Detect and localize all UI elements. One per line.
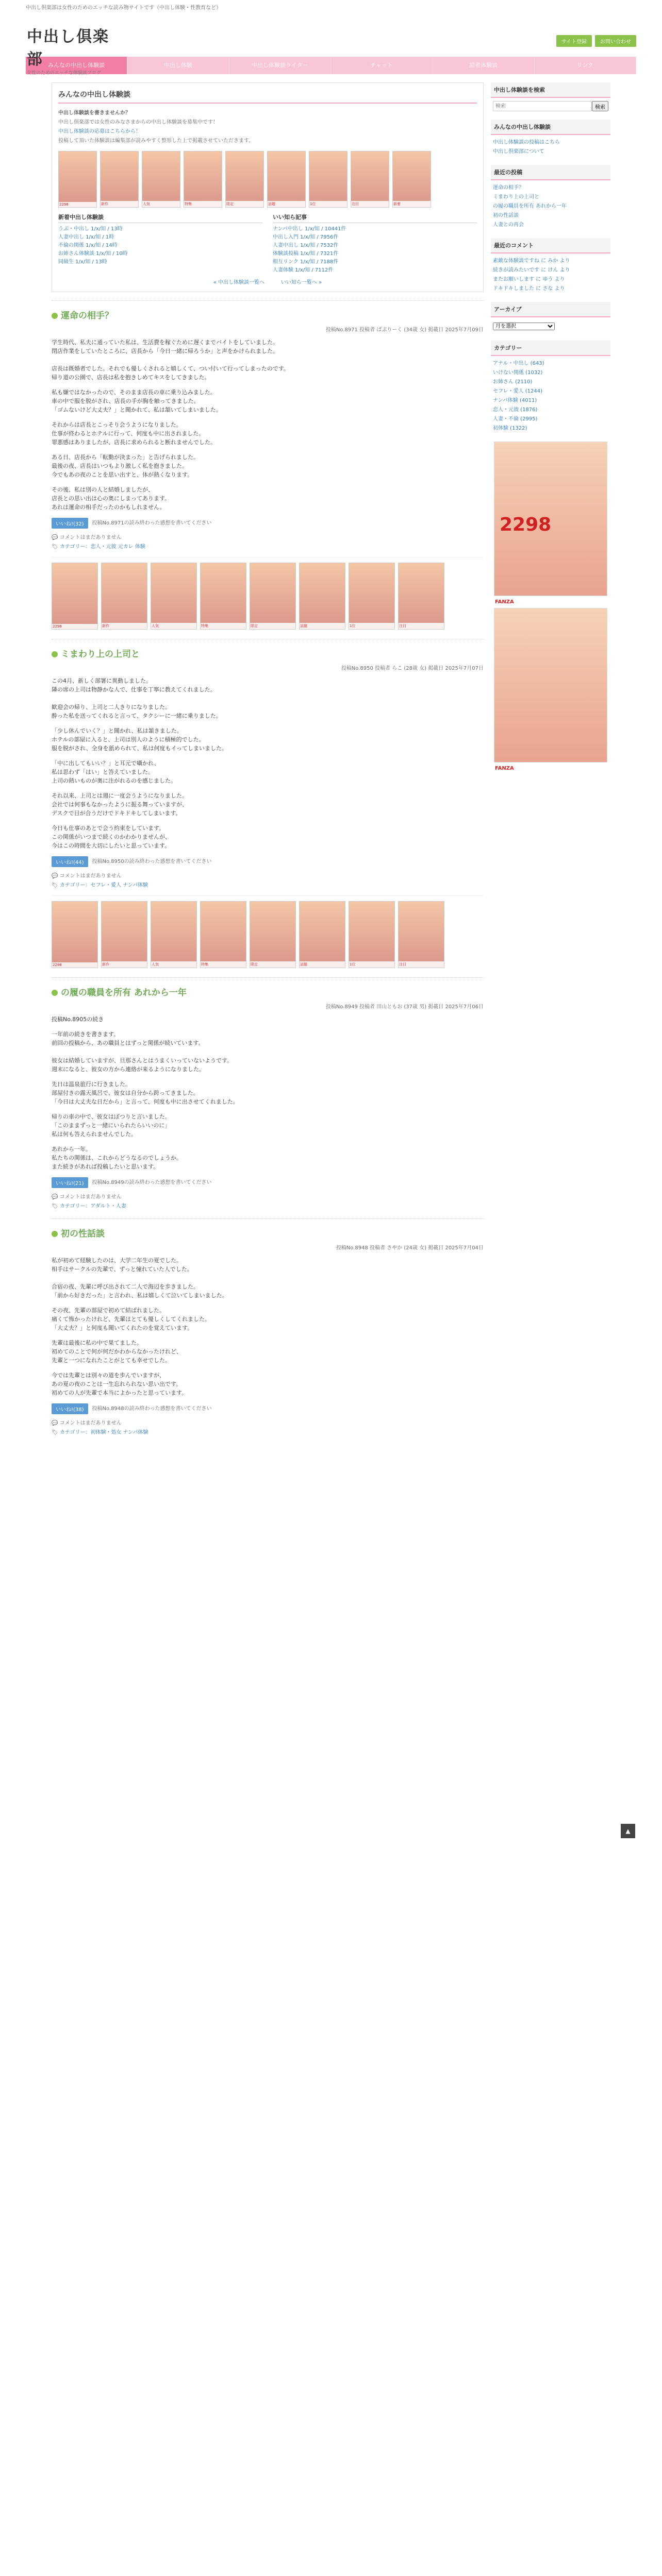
ad-thumb[interactable]: 2298 xyxy=(52,901,98,968)
post-paragraph: 学生時代、私夫に通っていた私は、生活費を稼ぐために遅くまでバイトをしていました。 閉店作業をしていたところに、店長から「今日一緒に帰ろうか」と声をかけられました。 店長は既婚者でした。それでも優しくされると嬉しくて、つい付いて行ってしまったのです。 帰り道の公園で、店長は私を抱きしめてキスをしてきました。 xyxy=(52,339,289,381)
post-meta: 投稿No.8948 投稿者 さやか (24歳 女) 掲載日 2025年7月04日 xyxy=(336,1245,484,1251)
archive-select[interactable] xyxy=(493,323,555,330)
like-button[interactable]: いいね!(21) xyxy=(52,1177,88,1188)
category-link[interactable]: アナル・中出し (643) xyxy=(493,361,544,366)
intro-box xyxy=(52,82,484,292)
sidebar-about xyxy=(491,120,610,157)
intro-title: みんなの中出し体験談 xyxy=(58,89,477,104)
post-title-icon xyxy=(52,1231,58,1237)
post-category[interactable]: 🏷 カテゴリー：セフレ・愛人 ナンパ体験 xyxy=(52,883,148,888)
post-paragraph: 先輩は最後に私の中で果てました。 初めてのことで何が何だかわからなかったけれど、 先輩と一つになれたことがとても幸せでした。 xyxy=(52,1340,182,1364)
post-paragraph: 私も嫌ではなかったので、そのまま店長の車に乗り込みました。 車の中で服を脱がされ、店長の手が胸を触ってきました。 「ゴムないけど大丈夫？」と聞かれて、私は頷いてしまいました。 xyxy=(52,389,222,413)
site-title[interactable]: 中出し倶楽部 xyxy=(27,28,109,69)
recent-comment-link[interactable]: 続きが読みたいです に けん より xyxy=(493,267,570,273)
top-notice: 中出し倶楽部は女性のためのエッチな読み物サイトです（中出し体験・性教育など） xyxy=(26,5,222,11)
sidebar-search-title: 中出し体験談を検索 xyxy=(491,82,610,98)
recent-post-link[interactable]: 運命の相手？ xyxy=(493,185,524,191)
fanza-logo: FANZA xyxy=(495,766,514,771)
ranking-new xyxy=(58,213,262,275)
banner-thumb[interactable]: 特集 xyxy=(184,151,222,208)
post-paragraph: 先日は温泉旅行に行きました。 部屋付きの露天風呂で、彼女は自分から跨ってきました。 「今日は大丈夫な日だから」と言って、何度も中に出させてくれました。 xyxy=(52,1081,239,1105)
recent-comment-link[interactable]: 素敵な体験談ですね に みか より xyxy=(493,258,570,264)
post-category[interactable]: 🏷 カテゴリー：アダルト・人妻 xyxy=(52,1204,126,1209)
post-paragraph: 帰りの車の中で、彼女はぽつりと言いました。 「このままずっと一緒にいられたらいいのに」 私は何も答えられませんでした。 xyxy=(52,1113,171,1138)
recent-post-link[interactable]: ミまわり上の上司と xyxy=(493,194,539,200)
next-link[interactable]: いい知ら一覧へ » xyxy=(280,280,322,285)
feedback-prompt: 投稿No.8948の読み終わった感想を書いてください xyxy=(92,1405,212,1412)
ranking-item[interactable]: 同級生 1/x/知 / 13時 xyxy=(58,259,107,265)
post-title[interactable]: 初の性話談 xyxy=(52,1226,484,1239)
fanza-logo: FANZA xyxy=(495,599,514,605)
post-paragraph: 「少し休んでいく？」と聞かれ、私は頷きました。 ホテルの部屋に入ると、上司は別人のように積極的でした。 服を脱がされ、全身を舐められて、私は何度もイってしまいました。 xyxy=(52,727,227,752)
feedback-prompt: 投稿No.8950の読み終わった感想を書いてください xyxy=(92,858,212,865)
post xyxy=(52,1218,484,1435)
category-link[interactable]: 初体験 (1322) xyxy=(493,426,527,431)
register-button[interactable]: サイト登録 xyxy=(556,35,592,47)
banner-thumb[interactable]: 話題 xyxy=(267,151,306,208)
recent-comment-link[interactable]: ドキドキしました に さな より xyxy=(493,286,565,292)
ad-thumb[interactable]: 限定 xyxy=(250,901,296,968)
ad-thumb[interactable]: 限定 xyxy=(250,563,296,630)
post-paragraph: それからは店長とこっそり会うようになりました。 仕事が終わるとホテルに行って、何度も中に出されました。 罪悪感はありましたが、店長に求められると断れませんでした。 xyxy=(52,421,216,446)
site-logo[interactable] xyxy=(27,24,114,76)
banner-strip xyxy=(58,151,477,208)
search-input[interactable] xyxy=(493,101,592,111)
ad-thumb[interactable]: 新作 xyxy=(101,901,147,968)
sidebar-ad[interactable] xyxy=(494,608,607,762)
post-list xyxy=(52,300,484,1435)
ad-thumb[interactable]: 新作 xyxy=(101,563,147,630)
nav-item-creampie[interactable]: 中出し体験 xyxy=(127,57,229,74)
banner-thumb[interactable]: 限定 xyxy=(225,151,264,208)
ad-thumb[interactable]: 人気 xyxy=(151,563,197,630)
ranking-item[interactable]: うぶ・中出し 1/x/知 / 13時 xyxy=(58,226,123,232)
post-paragraph: それ以来、上司とは週に一度会うようになりました。 会社では何事もなかったように振る舞っていますが、 デスクで目が合うだけでドキドキしてしまいます。 xyxy=(52,792,188,817)
post-category[interactable]: 🏷 カテゴリー：恋人・元彼 元カレ 体験 xyxy=(52,544,145,550)
ad-thumb[interactable]: 話題 xyxy=(299,901,345,968)
post-meta: 投稿No.8971 投稿者 ぱぷりーく (34歳 女) 掲載日 2025年7月09日 xyxy=(325,327,484,333)
scroll-top-button[interactable]: ▲ xyxy=(621,1824,635,1838)
post-body xyxy=(52,338,484,512)
like-button[interactable]: いいね!(32) xyxy=(52,518,88,529)
nav-item-experiences[interactable]: みんなの中出し体験談 xyxy=(26,57,127,74)
post-body xyxy=(52,1015,484,1171)
ranking-popular-title: いい知ら記事 xyxy=(273,213,477,223)
contact-button[interactable]: お問い合わせ xyxy=(595,35,636,47)
sidebar-link[interactable]: 中出し体験談の投稿はこちら xyxy=(493,140,560,145)
ranking-pager xyxy=(58,278,477,285)
post-comment-status: 💬 コメントはまだありません xyxy=(52,535,122,540)
banner-thumb[interactable]: 2298 xyxy=(58,151,97,208)
post-meta: 投稿No.8949 投稿者 田山ともお (37歳 男) 掲載日 2025年7月06日 xyxy=(325,1004,484,1010)
category-link[interactable]: お姉さん (2110) xyxy=(493,379,533,385)
post-title[interactable]: ミまわり上の上司と xyxy=(52,647,484,659)
sidebar-archive-title: アーカイブ xyxy=(491,302,610,317)
banner-thumb[interactable]: 人気 xyxy=(142,151,180,208)
main-content xyxy=(52,82,484,1445)
intro-text: 中出し倶楽部では女性のみなさまからの中出し体験談を募集中です！ xyxy=(58,120,218,125)
nav-item-reader[interactable]: 読者体験談 xyxy=(433,57,534,74)
post xyxy=(52,300,484,630)
ad-thumb[interactable]: 特集 xyxy=(200,901,246,968)
global-nav xyxy=(26,57,636,74)
post-title[interactable]: の履の職員を所有 あれから一年 xyxy=(52,985,484,998)
ranking-item[interactable]: 相互リンク 1/x/知 / 7188件 xyxy=(273,259,339,265)
sidebar-ad[interactable]: 2298 xyxy=(494,442,607,596)
banner-thumb[interactable]: 1位 xyxy=(309,151,347,208)
ranking-item[interactable]: 中出し入門 1/x/知 / 7956件 xyxy=(273,234,339,240)
intro-subtitle: 中出し体験談を書きませんか？ xyxy=(58,110,130,116)
sidebar-comments-title: 最近のコメント xyxy=(491,238,610,253)
apply-link[interactable]: 中出し体験談の応募はこちらから！ xyxy=(58,129,141,134)
recent-post-link[interactable]: 初の性話談 xyxy=(493,213,519,218)
post-paragraph: 「中に出してもいい？」と耳元で囁かれ、 私は思わず「はい」と答えていました。 上司の熱いものが奥に注がれるのを感じました。 xyxy=(52,760,176,784)
banner-thumb[interactable]: 新着 xyxy=(392,151,431,208)
prev-link[interactable]: « 中出し体験談一覧へ xyxy=(213,280,265,285)
sidebar-archive xyxy=(491,302,610,332)
category-link[interactable]: ナンパ体験 (4011) xyxy=(493,398,537,403)
search-button[interactable]: 検索 xyxy=(592,101,608,111)
recent-comment-link[interactable]: またお願いします に ゆう より xyxy=(493,277,565,282)
ranking-item[interactable]: 不倫の関係 1/x/知 / 14時 xyxy=(58,243,118,248)
ranking-item[interactable]: お姉さん体験談 1/x/知 / 10時 xyxy=(58,251,128,257)
ranking-new-title: 新着中出し体験談 xyxy=(58,213,262,223)
ranking-columns xyxy=(58,213,477,275)
post-paragraph: その夜、先輩の部屋で初めて結ばれました。 痛くて怖かったけれど、先輩はとても優しくしてくれました。 「大丈夫？」と何度も聞いてくれたのを覚えています。 xyxy=(52,1307,210,1331)
category-link[interactable]: セフレ・愛人 (1244) xyxy=(493,388,543,394)
post-title[interactable]: 運命の相手？ xyxy=(52,308,484,321)
sidebar-about-title: みんなの中出し体験談 xyxy=(491,120,610,135)
ranking-popular xyxy=(273,213,477,275)
category-link[interactable]: 人妻・不倫 (2995) xyxy=(493,416,538,422)
ad-thumb[interactable]: 注目 xyxy=(398,901,444,968)
feedback-prompt: 投稿No.8971の読み終わった感想を書いてください xyxy=(92,520,212,526)
post xyxy=(52,977,484,1209)
sidebar-link[interactable]: 中出し倶楽部について xyxy=(493,149,544,155)
ranking-item[interactable]: 人妻体験 1/x/知 / 7112件 xyxy=(273,267,334,273)
post-body xyxy=(52,676,484,850)
post-paragraph: 一年前の続きを書きます。 前回の投稿から、あの職員とはずっと関係が続いています。 彼女は結婚していますが、旦那さんとはうまくいっていないようです。 週末になると、彼女の方から連絡が来るようになりました。 xyxy=(52,1031,233,1073)
post-category[interactable]: 🏷 カテゴリー：初体験・処女 ナンパ体験 xyxy=(52,1430,148,1435)
ad-thumb[interactable]: 話題 xyxy=(299,563,345,630)
nav-item-links[interactable]: リンク xyxy=(535,57,636,74)
post-comment-status: 💬 コメントはまだありません xyxy=(52,873,122,879)
nav-item-chat[interactable]: チャット xyxy=(331,57,433,74)
banner-thumb[interactable]: 注目 xyxy=(351,151,389,208)
post-paragraph: 今日も仕事のあとで会う約束をしています。 この関係がいつまで続くのかわかりませんが、 今はこの時間を大切にしたいと思っています。 xyxy=(52,825,171,849)
sidebar-search xyxy=(491,82,610,111)
sidebar-categories-title: カテゴリー xyxy=(491,341,610,356)
post-comment-status: 💬 コメントはまだありません xyxy=(52,1194,122,1200)
ranking-item[interactable]: 人妻中出し 1/x/知 / 1時 xyxy=(58,234,114,240)
post-paragraph: 今では先輩とは別々の道を歩んでいますが、 あの夏の夜のことは一生忘れられない思い出です。 初めての人が先輩で本当によかったと思っています。 xyxy=(52,1372,188,1396)
sidebar-recent xyxy=(491,165,610,230)
post-paragraph: 私が初めて経験したのは、大学二年生の夏でした。 相手はサークルの先輩で、ずっと憧れていた人でした。 合宿の夜、先輩に呼び出されて二人で海辺を歩きました。 「前から好きだった」と言われ、私は嬉しくて泣いてしまいました。 xyxy=(52,1257,228,1299)
post-paragraph: ある日、店長から「転勤が決まった」と告げられました。 最後の夜、店長はいつもより激しく私を抱きました。 今でもあの夜のことを思い出すと、体が熱くなります。 xyxy=(52,454,199,478)
ad-thumb[interactable]: 1位 xyxy=(349,901,395,968)
category-link[interactable]: 恋人・元彼 (1876) xyxy=(493,407,538,413)
ad-thumb[interactable]: 人気 xyxy=(151,901,197,968)
ad-thumb[interactable]: 注目 xyxy=(398,563,444,630)
post-meta: 投稿No.8950 投稿者 らこ (28歳 女) 掲載日 2025年7月07日 xyxy=(341,666,484,671)
post-body xyxy=(52,1256,484,1397)
post-comment-status: 💬 コメントはまだありません xyxy=(52,1420,122,1426)
post-paragraph: あれから一年。 私たちの関係は、これからどうなるのでしょうか。 また続きがあれば投稿したいと思います。 xyxy=(52,1146,182,1170)
ad-thumb[interactable]: 1位 xyxy=(349,563,395,630)
site-tagline: 女性のためのエッチな体験談ブログ xyxy=(27,71,101,76)
sidebar-recent-title: 最近の投稿 xyxy=(491,165,610,180)
post-title-icon xyxy=(52,990,58,996)
ad-strip xyxy=(52,895,484,968)
sidebar xyxy=(491,82,610,771)
ad-strip xyxy=(52,557,484,630)
ranking-item[interactable]: 体験談投稿 1/x/知 / 7321件 xyxy=(273,251,339,257)
intro-text-2: 投稿して頂いた体験談は編集部が読みやすく整形した上で掲載させていただきます。 xyxy=(58,138,254,144)
post-title-icon xyxy=(52,313,58,319)
recent-post-link[interactable]: の履の職員を所有 あれから一年 xyxy=(493,204,567,209)
ranking-item[interactable]: ナンパ中出し 1/x/知 / 10441件 xyxy=(273,226,346,232)
like-button[interactable]: いいね!(38) xyxy=(52,1403,88,1414)
sidebar-categories xyxy=(491,341,610,433)
like-button[interactable]: いいね!(44) xyxy=(52,856,88,867)
sidebar-comments xyxy=(491,238,610,294)
post-title-icon xyxy=(52,651,58,657)
feedback-prompt: 投稿No.8949の読み終わった感想を書いてください xyxy=(92,1179,212,1185)
banner-thumb[interactable]: 新作 xyxy=(100,151,139,208)
post-paragraph: その後、私は別の人と結婚しましたが、 店長との思い出は心の奥にしまってあります。 あれは運命の相手だったのかもしれません。 xyxy=(52,486,171,511)
post xyxy=(52,639,484,968)
post-paragraph: この4月、新しく部署に異動しました。 隣の席の上司は物静かな人で、仕事を丁寧に教えてくれました。 歓迎会の帰り、上司と二人きりになりました。 酔った私を送ってくれると言って、タクシーに一緒に乗りました。 xyxy=(52,677,222,719)
ad-thumb[interactable]: 2298 xyxy=(52,563,98,630)
nav-item-writer[interactable]: 中出し体験談ライター xyxy=(229,57,331,74)
category-link[interactable]: いけない関係 (1032) xyxy=(493,370,543,376)
ranking-item[interactable]: 人妻中出し 1/x/知 / 7532件 xyxy=(273,243,339,248)
recent-post-link[interactable]: 人妻との再会 xyxy=(493,222,524,228)
post-paragraph: 投稿No.8905の続き xyxy=(52,1016,104,1023)
ad-thumb[interactable]: 特集 xyxy=(200,563,246,630)
